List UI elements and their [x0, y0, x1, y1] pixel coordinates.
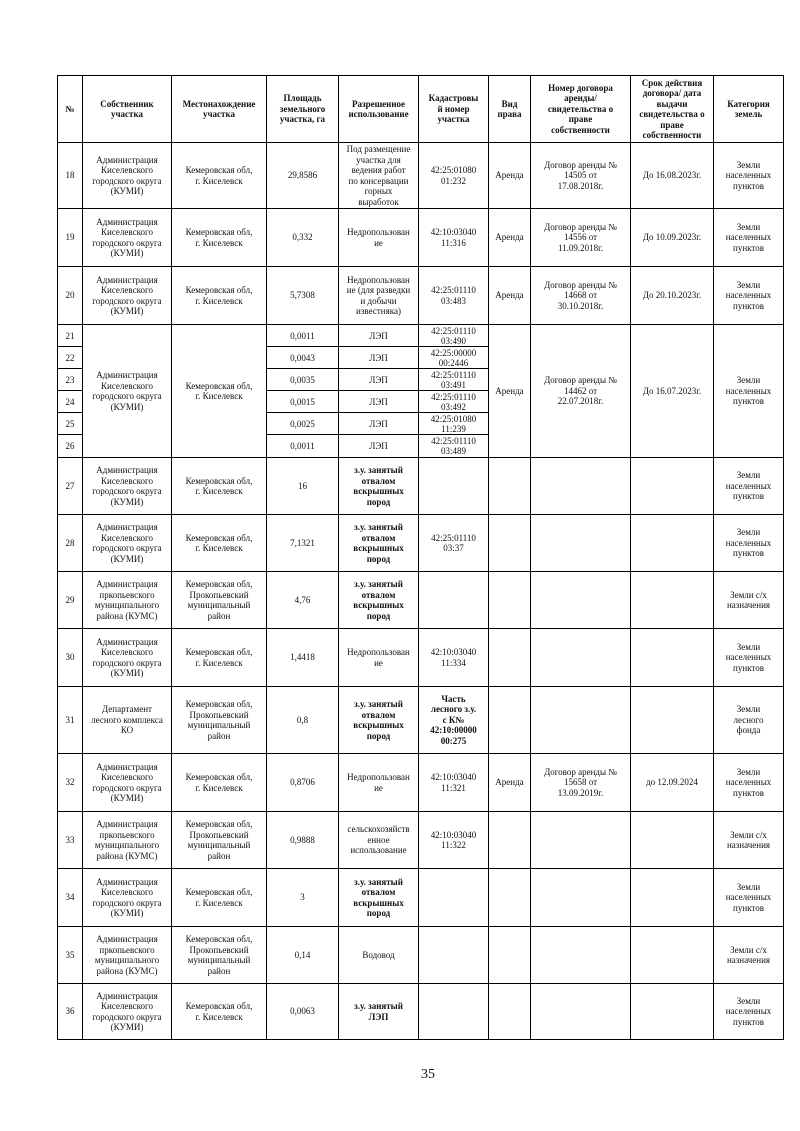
- contract-cell: Договор аренды № 14668 от 30.10.2018г.: [531, 267, 631, 325]
- header-location: Местонахождение участка: [172, 76, 267, 143]
- use-cell: з.у. занятый отвалом вскрышных пород: [339, 572, 419, 629]
- owner-cell: Администрация Киселевского городского округа (КУМИ): [83, 629, 172, 687]
- area-cell: 1,4418: [267, 629, 339, 687]
- num-cell: 34: [58, 869, 83, 927]
- table-row: [58, 572, 784, 629]
- area-cell: 29,8586: [267, 143, 339, 209]
- table-body: [58, 143, 784, 1040]
- area-cell: 3: [267, 869, 339, 927]
- area-cell: 0,14: [267, 927, 339, 984]
- table-row: [58, 754, 784, 812]
- num-cell: 36: [58, 984, 83, 1040]
- category-cell: Земли лесного фонда: [714, 687, 784, 754]
- contract-cell: [531, 629, 631, 687]
- owner-cell: Администрация Киселевского городского округа (КУМИ): [83, 267, 172, 325]
- cadastral-cell: 42:10:03040 11:316: [419, 209, 489, 267]
- term-cell: до 12.09.2024: [631, 754, 714, 812]
- contract-cell: [531, 572, 631, 629]
- cadastral-cell: [419, 869, 489, 927]
- owner-cell: Администрация Киселевского городского округа (КУМИ): [83, 458, 172, 515]
- location-cell: Кемеровская обл, г. Киселевск: [172, 629, 267, 687]
- cadastral-cell: 42:25:01080 11:239: [419, 413, 489, 435]
- area-cell: 0,8706: [267, 754, 339, 812]
- category-cell: Земли с/х назначения: [714, 812, 784, 869]
- header-owner: Собственник участка: [83, 76, 172, 143]
- category-cell: Земли населенных пунктов: [714, 267, 784, 325]
- num-cell: 21: [58, 325, 83, 347]
- cadastral-cell: 42:10:03040 11:334: [419, 629, 489, 687]
- term-cell: До 16.08.2023г.: [631, 143, 714, 209]
- num-cell: 22: [58, 347, 83, 369]
- owner-cell: Администрация Киселевского городского округа (КУМИ): [83, 143, 172, 209]
- cadastral-cell: [419, 458, 489, 515]
- use-cell: Недропользован ие: [339, 754, 419, 812]
- area-cell: 0,0011: [267, 435, 339, 458]
- term-cell: [631, 515, 714, 572]
- right-cell: [489, 572, 531, 629]
- category-cell: Земли населенных пунктов: [714, 629, 784, 687]
- area-cell: 0,0011: [267, 325, 339, 347]
- use-cell: ЛЭП: [339, 391, 419, 413]
- cadastral-cell: 42:25:01110 03:37: [419, 515, 489, 572]
- owner-cell: Администрация Киселевского городского округа (КУМИ): [83, 209, 172, 267]
- location-cell: Кемеровская обл, Прокопьевский муниципальный район: [172, 687, 267, 754]
- right-cell: [489, 629, 531, 687]
- num-cell: 18: [58, 143, 83, 209]
- term-cell: [631, 458, 714, 515]
- term-cell: До 16.07.2023г.: [631, 325, 714, 458]
- location-cell: Кемеровская обл, г. Киселевск: [172, 869, 267, 927]
- cadastral-cell: 42:10:03040 11:322: [419, 812, 489, 869]
- location-cell: Кемеровская обл, г. Киселевск: [172, 515, 267, 572]
- term-cell: [631, 629, 714, 687]
- page-number: 35: [421, 1067, 435, 1082]
- area-cell: 0,9888: [267, 812, 339, 869]
- num-cell: 20: [58, 267, 83, 325]
- num-cell: 33: [58, 812, 83, 869]
- right-cell: Аренда: [489, 754, 531, 812]
- location-cell: Кемеровская обл, Прокопьевский муниципальный район: [172, 812, 267, 869]
- num-cell: 32: [58, 754, 83, 812]
- area-cell: 0,0063: [267, 984, 339, 1040]
- right-cell: [489, 927, 531, 984]
- use-cell: Водовод: [339, 927, 419, 984]
- right-cell: Аренда: [489, 143, 531, 209]
- area-cell: 5,7308: [267, 267, 339, 325]
- category-cell: Земли населенных пунктов: [714, 984, 784, 1040]
- num-cell: 28: [58, 515, 83, 572]
- contract-cell: Договор аренды № 15658 от 13.09.2019г.: [531, 754, 631, 812]
- num-cell: 29: [58, 572, 83, 629]
- area-cell: 4,76: [267, 572, 339, 629]
- contract-cell: [531, 458, 631, 515]
- location-cell: Кемеровская обл, г. Киселевск: [172, 458, 267, 515]
- right-cell: [489, 458, 531, 515]
- term-cell: [631, 927, 714, 984]
- location-cell: Кемеровская обл, г. Киселевск: [172, 209, 267, 267]
- table-row: [58, 984, 784, 1040]
- location-cell: Кемеровская обл, г. Киселевск: [172, 267, 267, 325]
- right-cell: Аренда: [489, 325, 531, 458]
- area-cell: 0,0043: [267, 347, 339, 369]
- category-cell: Земли населенных пунктов: [714, 209, 784, 267]
- term-cell: [631, 812, 714, 869]
- owner-cell: Администрация Киселевского городского округа (КУМИ): [83, 869, 172, 927]
- use-cell: з.у. занятый отвалом вскрышных пород: [339, 515, 419, 572]
- land-parcels-table: [57, 75, 784, 1040]
- category-cell: Земли населенных пунктов: [714, 325, 784, 458]
- cadastral-cell: 42:25:01110 03:489: [419, 435, 489, 458]
- table-row: [58, 325, 784, 347]
- cadastral-cell: 42:10:03040 11:321: [419, 754, 489, 812]
- right-cell: Аренда: [489, 209, 531, 267]
- use-cell: ЛЭП: [339, 435, 419, 458]
- use-cell: з.у. занятый ЛЭП: [339, 984, 419, 1040]
- num-cell: 26: [58, 435, 83, 458]
- category-cell: Земли населенных пунктов: [714, 515, 784, 572]
- num-cell: 30: [58, 629, 83, 687]
- area-cell: 0,332: [267, 209, 339, 267]
- num-cell: 23: [58, 369, 83, 391]
- num-cell: 31: [58, 687, 83, 754]
- owner-cell: Администрация пркопьевского муниципального района (КУМС): [83, 812, 172, 869]
- table-row: [58, 927, 784, 984]
- location-cell: Кемеровская обл, г. Киселевск: [172, 325, 267, 458]
- right-cell: [489, 869, 531, 927]
- owner-cell: Администрация Киселевского городского округа (КУМИ): [83, 754, 172, 812]
- term-cell: До 10.09.2023г.: [631, 209, 714, 267]
- right-cell: Аренда: [489, 267, 531, 325]
- category-cell: Земли населенных пунктов: [714, 754, 784, 812]
- area-cell: 0,0035: [267, 369, 339, 391]
- cadastral-cell: 42:25:01110 03:483: [419, 267, 489, 325]
- cadastral-cell: 42:25:01110 03:492: [419, 391, 489, 413]
- use-cell: ЛЭП: [339, 413, 419, 435]
- use-cell: Недропользован ие: [339, 209, 419, 267]
- table-row: [58, 812, 784, 869]
- num-cell: 35: [58, 927, 83, 984]
- owner-cell: Администрация Киселевского городского округа (КУМИ): [83, 515, 172, 572]
- category-cell: Земли с/х назначения: [714, 927, 784, 984]
- location-cell: Кемеровская обл, г. Киселевск: [172, 754, 267, 812]
- header-cadastral: Кадастровы й номер участка: [419, 76, 489, 143]
- owner-cell: Администрация Киселевского городского округа (КУМИ): [83, 325, 172, 458]
- num-cell: 25: [58, 413, 83, 435]
- area-cell: 0,8: [267, 687, 339, 754]
- header-category: Категория земель: [714, 76, 784, 143]
- contract-cell: [531, 869, 631, 927]
- area-cell: 7,1321: [267, 515, 339, 572]
- contract-cell: [531, 984, 631, 1040]
- cadastral-cell: Часть лесного з.у. с К№ 42:10:00000 00:275: [419, 687, 489, 754]
- use-cell: ЛЭП: [339, 347, 419, 369]
- right-cell: [489, 984, 531, 1040]
- table-row: [58, 869, 784, 927]
- cadastral-cell: 42:25:00000 00:2446: [419, 347, 489, 369]
- term-cell: [631, 687, 714, 754]
- use-cell: Недропользован ие: [339, 629, 419, 687]
- location-cell: Кемеровская обл, Прокопьевский муниципальный район: [172, 572, 267, 629]
- owner-cell: Администрация пркопьевского муниципального района (КУМС): [83, 572, 172, 629]
- num-cell: 19: [58, 209, 83, 267]
- location-cell: Кемеровская обл, г. Киселевск: [172, 143, 267, 209]
- term-cell: [631, 984, 714, 1040]
- right-cell: [489, 687, 531, 754]
- use-cell: Недропользован ие (для разведки и добычи известняка): [339, 267, 419, 325]
- category-cell: Земли населенных пунктов: [714, 458, 784, 515]
- use-cell: з.у. занятый отвалом вскрышных пород: [339, 687, 419, 754]
- use-cell: з.у. занятый отвалом вскрышных пород: [339, 458, 419, 515]
- contract-cell: [531, 927, 631, 984]
- category-cell: Земли населенных пунктов: [714, 869, 784, 927]
- contract-cell: [531, 812, 631, 869]
- cadastral-cell: 42:25:01110 03:491: [419, 369, 489, 391]
- contract-cell: Договор аренды № 14556 от 11.09.2018г.: [531, 209, 631, 267]
- cadastral-cell: 42:25:01080 01:232: [419, 143, 489, 209]
- use-cell: сельскохозяйств енное использование: [339, 812, 419, 869]
- table-row: [58, 458, 784, 515]
- contract-cell: [531, 687, 631, 754]
- use-cell: Под размещение участка для ведения работ по консервации горных выработок: [339, 143, 419, 209]
- num-cell: 27: [58, 458, 83, 515]
- category-cell: Земли населенных пунктов: [714, 143, 784, 209]
- table-row: [58, 515, 784, 572]
- contract-cell: [531, 515, 631, 572]
- owner-cell: Департамент лесного комплекса КО: [83, 687, 172, 754]
- area-cell: 0,0015: [267, 391, 339, 413]
- header-right: Вид права: [489, 76, 531, 143]
- table-row: [58, 209, 784, 267]
- area-cell: 16: [267, 458, 339, 515]
- right-cell: [489, 812, 531, 869]
- table-row: [58, 687, 784, 754]
- table-row: [58, 267, 784, 325]
- use-cell: ЛЭП: [339, 325, 419, 347]
- header-area: Площадь земельного участка, га: [267, 76, 339, 143]
- header-contract: Номер договора аренды/ свидетельства о праве собственности: [531, 76, 631, 143]
- location-cell: Кемеровская обл, Прокопьевский муниципальный район: [172, 927, 267, 984]
- category-cell: Земли с/х назначения: [714, 572, 784, 629]
- cadastral-cell: [419, 572, 489, 629]
- location-cell: Кемеровская обл, г. Киселевск: [172, 984, 267, 1040]
- table-row: [58, 629, 784, 687]
- owner-cell: Администрация пркопьевского муниципального района (КУМС): [83, 927, 172, 984]
- header-term: Срок действия договора/ дата выдачи свидетельства о праве собственности: [631, 76, 714, 143]
- term-cell: До 20.10.2023г.: [631, 267, 714, 325]
- header-use: Разрешенное использование: [339, 76, 419, 143]
- owner-cell: Администрация Киселевского городского округа (КУМИ): [83, 984, 172, 1040]
- term-cell: [631, 572, 714, 629]
- cadastral-cell: [419, 927, 489, 984]
- cadastral-cell: [419, 984, 489, 1040]
- num-cell: 24: [58, 391, 83, 413]
- table-row: [58, 143, 784, 209]
- term-cell: [631, 869, 714, 927]
- cadastral-cell: 42:25:01110 03:490: [419, 325, 489, 347]
- use-cell: ЛЭП: [339, 369, 419, 391]
- use-cell: з.у. занятый отвалом вскрышных пород: [339, 869, 419, 927]
- area-cell: 0,0025: [267, 413, 339, 435]
- contract-cell: Договор аренды № 14462 от 22.07.2018г.: [531, 325, 631, 458]
- contract-cell: Договор аренды № 14505 от 17.08.2018г.: [531, 143, 631, 209]
- header-row: [58, 76, 784, 143]
- right-cell: [489, 515, 531, 572]
- header-num: №: [58, 76, 83, 143]
